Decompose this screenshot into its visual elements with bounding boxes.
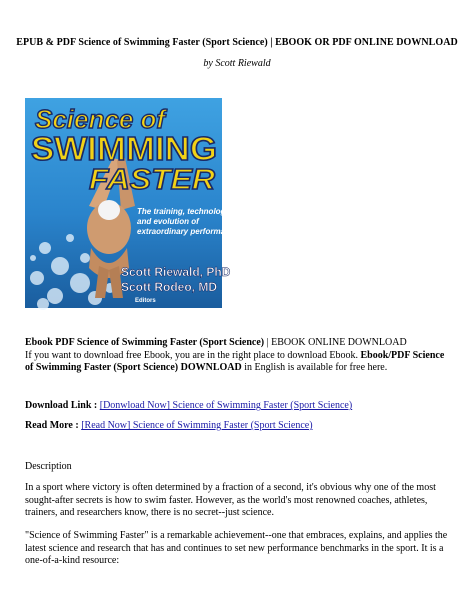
cover-author2: Scott Rodeo, MD bbox=[121, 280, 217, 294]
intro-text3: in English is available for free here. bbox=[241, 362, 388, 373]
download-label: Download Link : bbox=[25, 400, 100, 411]
cover-tagline-line1: The training, technology, bbox=[137, 207, 232, 216]
description-paragraph-2: "Science of Swimming Faster" is a remarkable achievement--one that embraces, explains, and applies the latest science and research that has and continues to set new performance benchmarks in the sport. It is a one-of-a-kind resource: bbox=[25, 530, 448, 566]
intro-bold-download: Ebook/PDF Science of Swimming Faster (Sport Science) DOWNLOAD bbox=[25, 349, 445, 373]
intro-text1: | EBOOK ONLINE DOWNLOAD bbox=[264, 337, 407, 348]
download-line bbox=[25, 400, 453, 413]
read-more-label: Read More : bbox=[25, 420, 82, 431]
cover-title-line3: FASTER bbox=[89, 164, 216, 196]
intro-bold-title: Ebook PDF Science of Swimming Faster (Sport Science) bbox=[25, 337, 265, 348]
intro-paragraph bbox=[25, 337, 453, 375]
book-cover-illustration bbox=[25, 98, 239, 308]
cover-editors: Editors bbox=[135, 298, 156, 304]
page-title: EPUB & PDF Science of Swimming Faster (Sport Science) | EBOOK OR PDF ONLINE DOWNLOAD bbox=[16, 37, 458, 48]
intro-text2: If you want to download free Ebook, you are in the right place to download Ebook. bbox=[25, 349, 361, 361]
cover-title-line1: Science of bbox=[35, 104, 166, 134]
cover-tagline-line2: and evolution of bbox=[137, 217, 199, 226]
cover-tagline-line3: extraordinary performance bbox=[137, 227, 239, 236]
description-heading: Description bbox=[25, 461, 72, 472]
description-paragraph-1: In a sport where victory is often determined by a fraction of a second, it's obvious why one of the most sought-after secrets is how to swim faster. However, as the world's most renowned coaches, athletes, trainers, and researchers know, there is no secret--just science. bbox=[25, 482, 436, 518]
cover-title-line2: SWIMMING bbox=[31, 130, 218, 167]
read-more-line bbox=[25, 420, 453, 433]
download-link[interactable]: [Donwload Now] Science of Swimming Faster (Sport Science) bbox=[99, 400, 353, 411]
author-byline: by Scott Riewald bbox=[203, 58, 271, 69]
read-more-link[interactable]: [Read Now] Science of Swimming Faster (Sport Science) bbox=[81, 420, 313, 431]
cover-tagline bbox=[137, 207, 239, 236]
cover-author1: Scott Riewald, PhD bbox=[121, 265, 231, 279]
book-cover-image bbox=[25, 98, 239, 308]
